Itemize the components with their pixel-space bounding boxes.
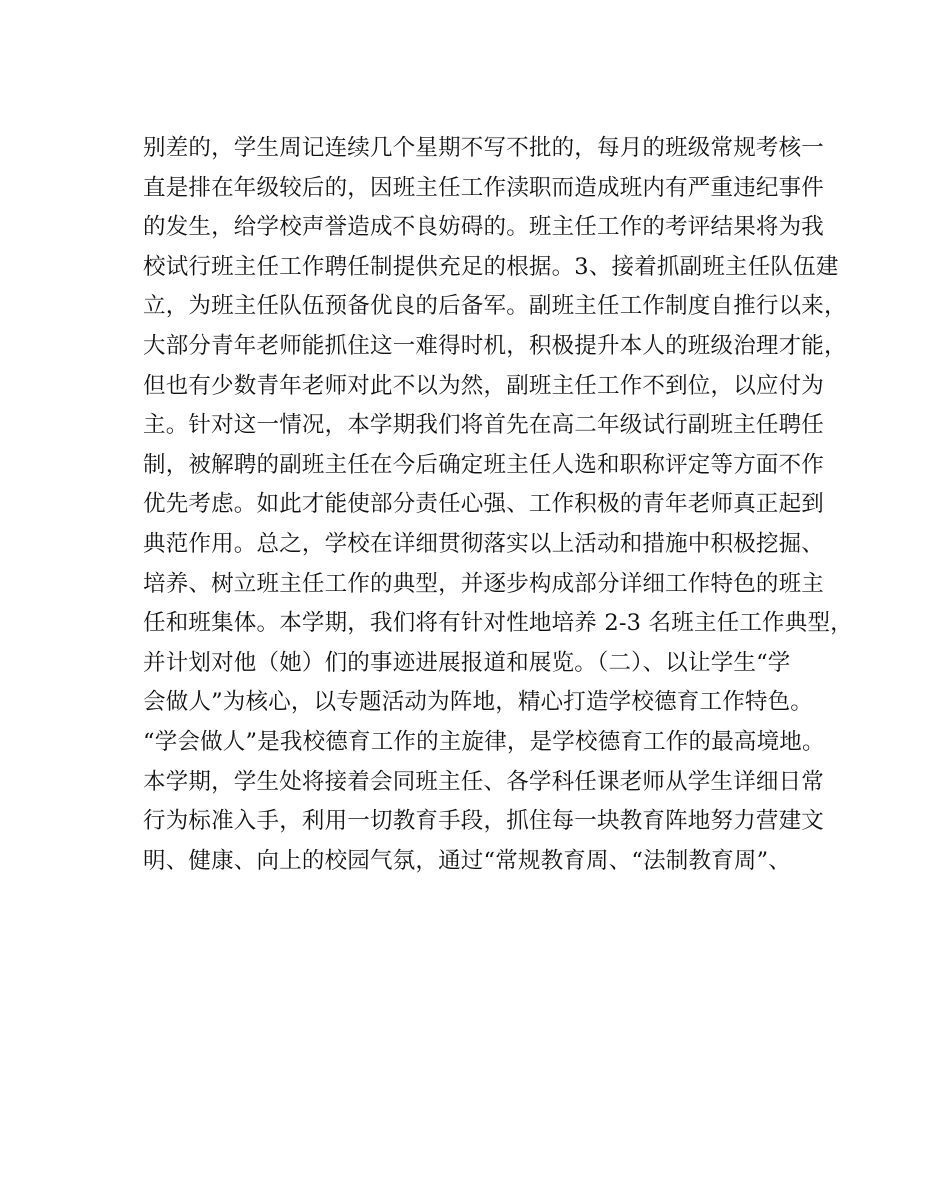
- text-line: 任和班集体。本学期，我们将有针对性地培养 2-3 名班主任工作典型，: [143, 610, 853, 637]
- text-line: 制，被解聘的副班主任在今后确定班主任人选和职称评定等方面不作: [143, 451, 825, 478]
- text-line: 立，为班主任队伍预备优良的后备军。副班主任工作制度自推行以来，: [143, 293, 847, 320]
- text-line: 并计划对他（她）们的事迹进展报道和展览。（二）、以让学生“学: [143, 649, 791, 676]
- text-line: 别差的，学生周记连续几个星期不写不批的，每月的班级常规考核一: [143, 135, 825, 161]
- text-line: 会做人”为核心，以专题活动为阵地，精心打造学校德育工作特色。: [143, 689, 814, 716]
- text-line: 大部分青年老师能抓住这一难得时机，积极提升本人的班级治理才能，: [143, 332, 847, 359]
- text-line: 的发生，给学校声誉造成不良妨碍的。班主任工作的考评结果将为我: [143, 214, 825, 241]
- text-line: 典范作用。总之，学校在详细贯彻落实以上活动和措施中积极挖掘、: [143, 530, 825, 557]
- text-line: 优先考虑。如此才能使部分责任心强、工作积极的青年老师真正起到: [143, 491, 825, 518]
- text-line: “学会做人”是我校德育工作的主旋律，是学校德育工作的最高境地。: [143, 728, 825, 755]
- text-line: 主。针对这一情况，本学期我们将首先在高二年级试行副班主任聘任: [143, 412, 825, 439]
- body-text: [143, 129, 853, 881]
- text-line: 本学期，学生处将接着会同班主任、各学科任课老师从学生详细日常: [143, 768, 825, 795]
- text-line: 直是排在年级较后的，因班主任工作渎职而造成班内有严重违纪事件: [143, 174, 825, 201]
- text-line: 行为标准入手，利用一切教育手段，抓住每一块教育阵地努力营建文: [143, 808, 825, 835]
- text-line: 培养、树立班主任工作的典型，并逐步构成部分详细工作特色的班主: [143, 570, 825, 597]
- text-line: 明、健康、向上的校园气氛，通过“常规教育周、“法制教育周”、: [143, 847, 792, 874]
- text-line: 校试行班主任工作聘任制提供充足的根据。3、接着抓副班主任队伍建: [143, 253, 839, 280]
- text-line: 但也有少数青年老师对此不以为然，副班主任工作不到位，以应付为: [143, 372, 825, 399]
